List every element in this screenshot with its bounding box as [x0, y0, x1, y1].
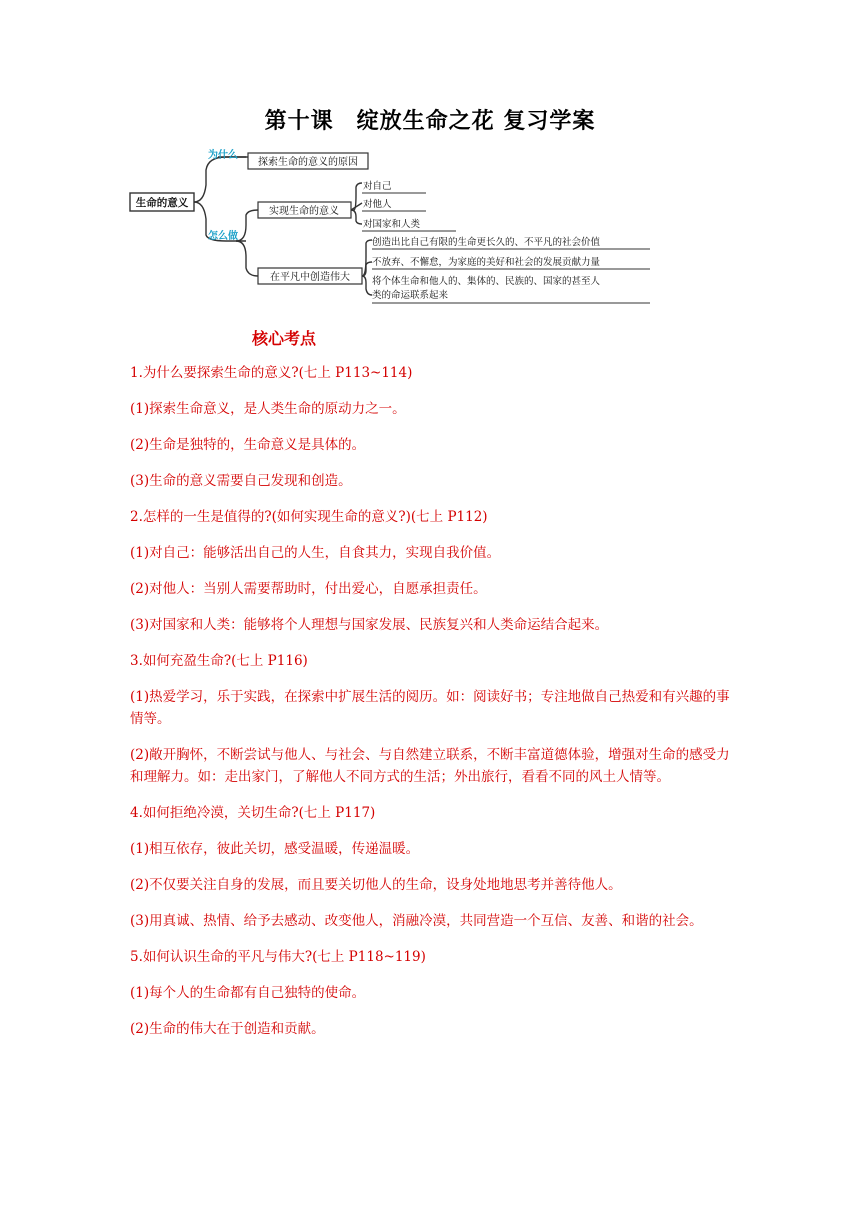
realize-leaf: 对国家和人类 — [363, 219, 421, 230]
answer-item: (2)不仅要关注自身的发展，而且要关切他人的生命，设身处地地思考并善待他人。 — [130, 877, 622, 893]
create-leaf: 将个体生命和他人的、集体的、民族的、国家的甚至人 — [372, 276, 601, 287]
answer-item: (1)探索生命意义，是人类生命的原动力之一。 — [130, 401, 406, 417]
concept-map — [126, 145, 656, 315]
question-heading: 4.如何拒绝冷漠，关切生命?(七上 P117) — [130, 805, 376, 821]
answer-item: (1)相互依存，彼此关切，感受温暖，传递温暖。 — [130, 841, 420, 857]
question-heading: 2.怎样的一生是值得的?(如何实现生命的意义?)(七上 P112) — [130, 509, 488, 525]
create-node: 在平凡中创造伟大 — [270, 272, 350, 283]
page-title: 第十课 绽放生命之花 复习学案 — [264, 109, 596, 134]
answer-item: (3)对国家和人类：能够将个人理想与国家发展、民族复兴和人类命运结合起来。 — [130, 617, 609, 633]
create-leaf: 不放弃、不懈怠，为家庭的美好和社会的发展贡献力量 — [372, 257, 601, 268]
answer-item: (2)敞开胸怀，不断尝试与他人、与社会、与自然建立联系，不断丰富道德体验，增强对生命的感受力和理解力。如：走出家门，了解他人不同方式的生活；外出旅行，看看不同的风土人情等。 — [130, 747, 730, 785]
realize-node: 实现生命的意义 — [269, 206, 339, 217]
answer-item: (3)用真诚、热情、给予去感动、改变他人，消融冷漠，共同营造一个互信、友善、和谐的社会。 — [130, 913, 703, 929]
create-leaf: 类的命运联系起来 — [372, 290, 449, 301]
question-heading: 3.如何充盈生命?(七上 P116) — [130, 653, 308, 669]
answer-item: (1)对自己：能够活出自己的人生，自食其力，实现自我价值。 — [130, 545, 501, 561]
section-title: 核心考点 — [252, 329, 317, 348]
create-leaf: 创造出比自己有限的生命更长久的、不平凡的社会价值 — [372, 237, 601, 248]
realize-leaf: 对自己 — [363, 181, 392, 192]
answer-item: (1)热爱学习，乐于实践，在探索中扩展生活的阅历。如：阅读好书；专注地做自己热爱和有兴趣的事情等。 — [130, 689, 730, 727]
how-label: 怎么做 — [208, 231, 238, 242]
answer-item: (2)对他人：当别人需要帮助时，付出爱心，自愿承担责任。 — [130, 581, 487, 597]
review-content — [130, 362, 734, 1054]
answer-item: (1)每个人的生命都有自己独特的使命。 — [130, 985, 366, 1001]
question-heading: 5.如何认识生命的平凡与伟大?(七上 P118~119) — [130, 949, 426, 965]
realize-leaf: 对他人 — [363, 199, 392, 210]
mindmap-root: 生命的意义 — [135, 197, 189, 209]
answer-item: (3)生命的意义需要自己发现和创造。 — [130, 473, 352, 489]
answer-item: (2)生命的伟大在于创造和贡献。 — [130, 1021, 325, 1037]
question-heading: 1.为什么要探索生命的意义?(七上 P113~114) — [130, 365, 413, 381]
answer-item: (2)生命是独特的，生命意义是具体的。 — [130, 437, 366, 453]
why-node: 探索生命的意义的原因 — [258, 157, 358, 168]
why-label: 为什么 — [208, 150, 238, 161]
